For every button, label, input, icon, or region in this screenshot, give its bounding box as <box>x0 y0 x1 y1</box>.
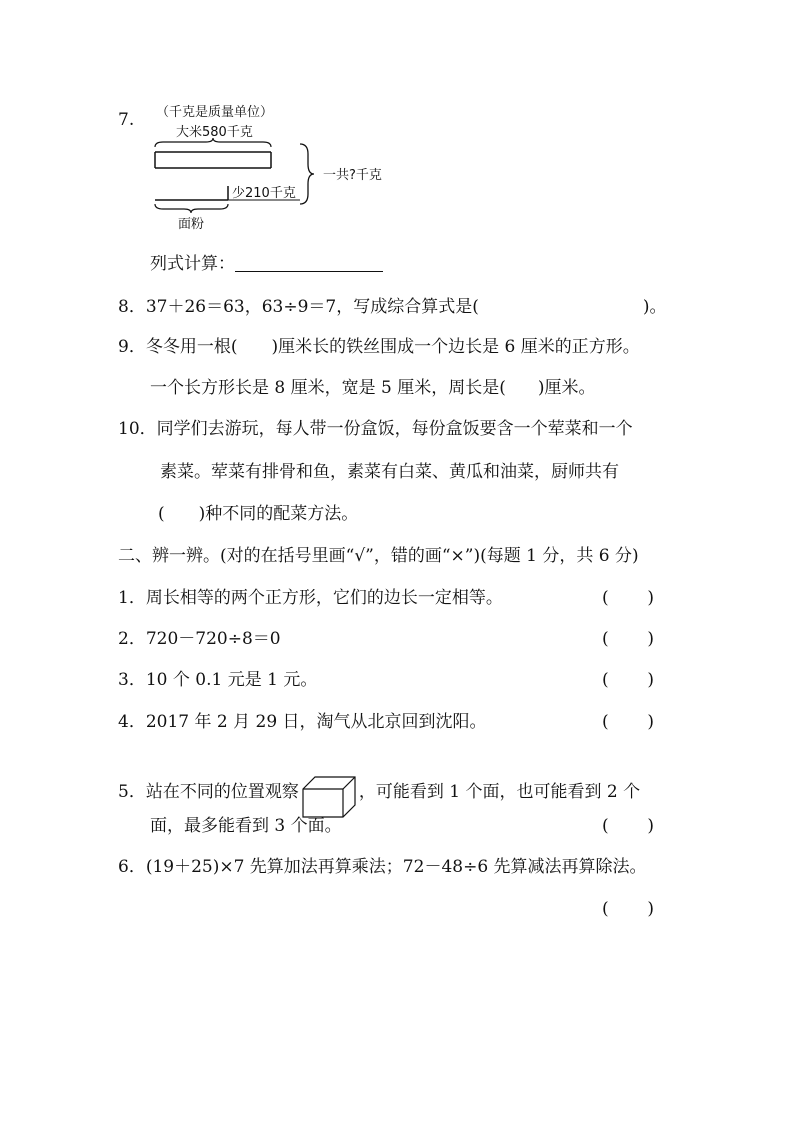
q9-text-1: 9．冬冬用一根( <box>118 337 238 357</box>
judge-bracket-2[interactable]: ( ) <box>602 629 654 649</box>
q7-flour-label: 面粉 <box>178 217 205 232</box>
flour-brace <box>155 204 228 213</box>
line-segment-diagram <box>118 100 398 240</box>
judge-item-4: 4．2017 年 2 月 29 日，淘气从北京回到沈阳。 <box>118 712 487 732</box>
judge-item-1: 1．周长相等的两个正方形，它们的边长一定相等。 <box>118 588 503 608</box>
q7-total-label: 一共?千克 <box>323 168 382 183</box>
q7-answer-blank[interactable] <box>235 255 383 272</box>
q10-line-1: 10．同学们去游玩，每人带一份盒饭，每份盒饭要含一个荤菜和一个 <box>118 419 633 439</box>
q7-calc-label: 列式计算： <box>150 254 235 274</box>
q9-text-2: 一个长方形长是 8 厘米，宽是 5 厘米，周长是( <box>150 378 506 398</box>
q7-number: 7. <box>118 110 135 130</box>
q8-line: 8．37＋26＝63，63÷9＝7，写成综合算式是( )。 <box>118 297 667 317</box>
judge-bracket-1[interactable]: ( ) <box>602 588 654 608</box>
q7-note: （千克是质量单位） <box>156 105 274 120</box>
section2-heading: 二、辨一辨。(对的在括号里画“√”，错的画“×”)(每题 1 分，共 6 分) <box>118 546 639 566</box>
judge-item-5-line-2: 面，最多能看到 3 个面。 <box>150 816 342 836</box>
q7-calc-line <box>150 254 383 274</box>
q8-text: 8．37＋26＝63，63÷9＝7，写成综合算式是( <box>118 297 479 317</box>
judge-bracket-6[interactable]: ( ) <box>602 899 654 919</box>
judge-item-6: 6．(19＋25)×7 先算加法再算乘法；72－48÷6 先算减法再算除法。 <box>118 857 647 877</box>
q10-line-2: 素菜。荤菜有排骨和鱼，素菜有白菜、黄瓜和油菜，厨师共有 <box>160 462 619 482</box>
judge-item-5-text: 5．站在不同的位置观察 <box>118 782 299 802</box>
rice-brace <box>155 138 271 147</box>
q7-less-label: 少210千克 <box>232 186 296 201</box>
total-brace <box>300 144 314 204</box>
q9-line-2: 一个长方形长是 8 厘米，宽是 5 厘米，周长是( )厘米。 <box>150 378 596 398</box>
judge-bracket-3[interactable]: ( ) <box>602 670 654 690</box>
q7-line-diagram <box>118 100 398 240</box>
q10-line-3: ( )种不同的配菜方法。 <box>158 504 359 524</box>
judge-bracket-5[interactable]: ( ) <box>602 816 654 836</box>
judge-item-5-line-1: 5．站在不同的位置观察 ，可能看到 1 个面，也可能看到 2 个 <box>118 775 640 824</box>
judge-bracket-4[interactable]: ( ) <box>602 712 654 732</box>
q9-line-1: 9．冬冬用一根( )厘米长的铁丝围成一个边长是 6 厘米的正方形。 <box>118 337 640 357</box>
judge-item-3: 3．10 个 0.1 元是 1 元。 <box>118 670 318 690</box>
judge-item-2: 2．720－720÷8＝0 <box>118 629 281 649</box>
q7-rice-label: 大米580千克 <box>176 125 253 140</box>
